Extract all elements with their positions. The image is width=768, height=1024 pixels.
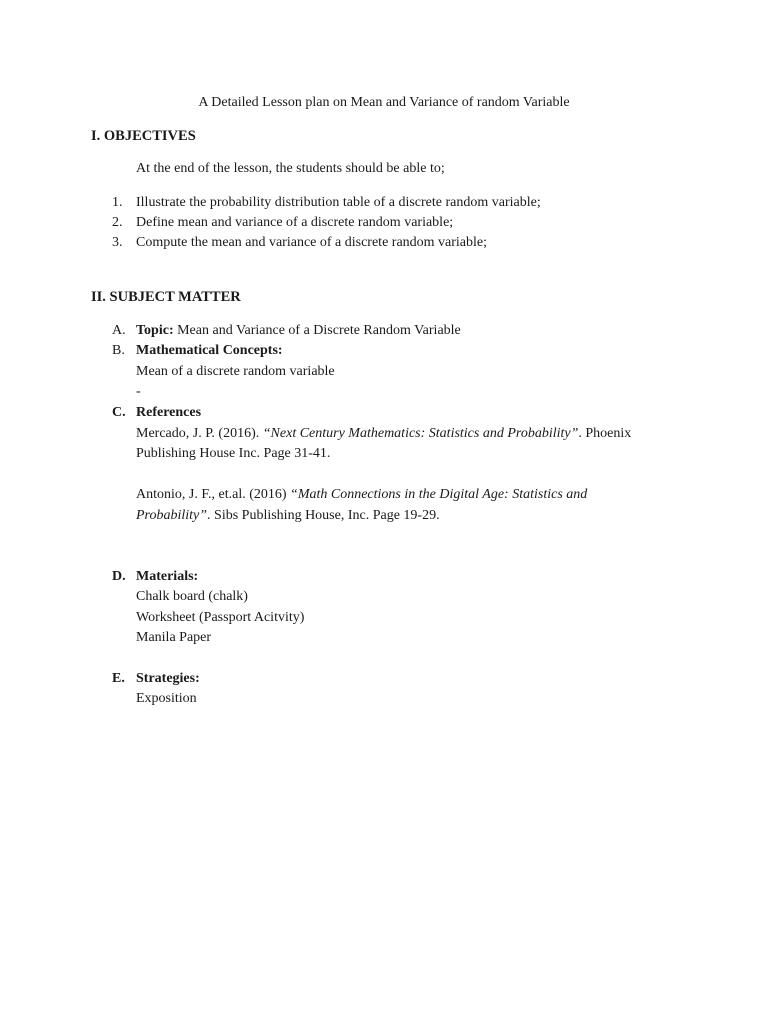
materials-label: Materials:: [136, 569, 199, 584]
reference-2-rest: . Sibs Publishing House, Inc. Page 19-29.: [207, 508, 440, 523]
subject-matter-heading: II. SUBJECT MATTER: [91, 289, 241, 305]
objective-text: Illustrate the probability distribution table of a discrete random variable;: [136, 195, 541, 210]
materials-item: [112, 567, 198, 587]
references-item: [112, 403, 201, 423]
reference-2-line-1: [136, 485, 587, 505]
concepts-letter: B.: [112, 343, 125, 358]
material-line: Manila Paper: [136, 630, 212, 645]
objectives-heading: I. OBJECTIVES: [91, 128, 196, 144]
reference-1-line-2: Publishing House Inc. Page 31-41.: [136, 446, 331, 461]
objective-number: 2.: [112, 215, 123, 230]
material-line: Worksheet (Passport Acitvity): [136, 610, 305, 625]
reference-1-line-1: [136, 424, 631, 444]
reference-2-title: “Math Connections in the Digital Age: Statistics and: [290, 487, 588, 502]
material-line: Chalk board (chalk): [136, 589, 248, 604]
objective-item: [112, 213, 453, 233]
strategies-item: [112, 669, 200, 689]
topic-label: Topic:: [136, 323, 174, 338]
reference-2-title-cont: Probability”: [136, 508, 208, 523]
materials-letter: D.: [112, 569, 126, 584]
strategy-line: Exposition: [136, 691, 197, 706]
reference-1-author: Mercado, J. P. (2016).: [136, 426, 263, 441]
objective-text: Define mean and variance of a discrete random variable;: [136, 215, 454, 230]
reference-2-line-2: [136, 506, 440, 526]
references-label: References: [136, 405, 202, 420]
reference-1-title: “Next Century Mathematics: Statistics and Probability”: [262, 426, 579, 441]
strategies-letter: E.: [112, 671, 125, 686]
concept-line: Mean of a discrete random variable: [136, 364, 335, 379]
objective-number: 3.: [112, 235, 123, 250]
objectives-intro: At the end of the lesson, the students should be able to;: [136, 161, 445, 176]
topic-value: Mean and Variance of a Discrete Random Variable: [173, 323, 461, 338]
objective-item: [112, 233, 487, 253]
topic-item: [112, 321, 461, 341]
concepts-item: [112, 341, 283, 361]
objective-number: 1.: [112, 195, 123, 210]
document-title: A Detailed Lesson plan on Mean and Variance of random Variable: [198, 95, 570, 110]
reference-2-author: Antonio, J. F., et.al. (2016): [136, 487, 291, 502]
objective-text: Compute the mean and variance of a discrete random variable;: [136, 235, 488, 250]
reference-1-rest: . Phoenix: [578, 426, 632, 441]
concept-line: -: [136, 384, 141, 399]
topic-letter: A.: [112, 323, 126, 338]
objective-item: [112, 193, 541, 213]
references-letter: C.: [112, 405, 126, 420]
concepts-label: Mathematical Concepts:: [136, 343, 283, 358]
strategies-label: Strategies:: [136, 671, 200, 686]
